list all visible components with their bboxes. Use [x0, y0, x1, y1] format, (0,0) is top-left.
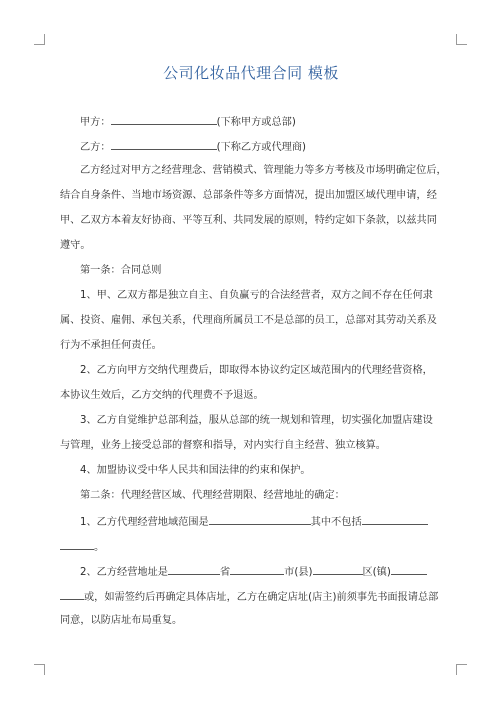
party-b-label: 乙方： [80, 142, 111, 153]
intro-line: 甲、乙双方本着友好协商、平等互利、共同发展的原则，特约定如下条款，以兹共同 [60, 215, 437, 226]
address-blank[interactable] [391, 564, 427, 575]
article2-p1-exclude: 其中不包括 [310, 517, 362, 528]
address-blank-cont[interactable] [60, 589, 84, 600]
party-b-note: (下称乙方或代理商) [216, 142, 307, 153]
corner-mark-bottom-right [456, 664, 467, 675]
intro-line: 结合自身条件、当地市场资源、总部条件等多方面情况，提出加盟区域代理申请，经 [60, 190, 437, 201]
party-a-line [60, 114, 462, 130]
article1-p2-line: 本协议生效后，乙方交纳的代理费不予退返。 [60, 390, 264, 401]
corner-mark-top-left [34, 34, 45, 45]
party-b-line [60, 139, 462, 155]
excluded-region-blank-cont[interactable] [60, 539, 94, 550]
article2-p1-text: 1、乙方代理经营地域范围是 [80, 517, 209, 528]
document-title: 公司化妆品代理合同 模板 [163, 64, 339, 82]
article2-p1-end: 。 [94, 542, 105, 553]
region-blank[interactable] [209, 514, 311, 525]
excluded-region-blank[interactable] [362, 514, 428, 525]
district-label: 区(镇) [362, 567, 391, 578]
article2-p2-text: 2、乙方经营地址是 [80, 567, 168, 578]
article1-p3-line: 3、乙方自觉维护总部利益，服从总部的统一规划和管理，切实强化加盟店建设 [80, 415, 433, 426]
district-blank[interactable] [313, 564, 363, 575]
city-label: 市(县) [284, 567, 313, 578]
article1-p3-line: 与管理，业务上接受总部的督察和指导，对内实行自主经营、独立核算。 [60, 440, 386, 451]
party-a-note: (下称甲方或总部) [216, 117, 296, 128]
party-b-blank[interactable] [111, 139, 217, 150]
article2-p2-line [60, 564, 462, 580]
article2-p1-line2 [60, 539, 442, 555]
article1-heading: 第一条：合同总则 [80, 265, 162, 276]
party-a-label: 甲方： [80, 117, 111, 128]
corner-mark-top-right [456, 34, 467, 45]
article1-p1-line: 行为不承担任何责任。 [60, 340, 162, 351]
article1-p1-line: 属、投资、雇佣、承包关系，代理商所属员工不是总部的员工，总部对其劳动关系及 [60, 315, 437, 326]
article2-p2-line2 [60, 589, 442, 605]
province-label: 省 [219, 567, 231, 578]
corner-mark-bottom-left [34, 664, 45, 675]
province-blank[interactable] [168, 564, 220, 575]
article2-p1-line [60, 514, 462, 530]
city-blank[interactable] [230, 564, 284, 575]
article2-p2-text2: 或，如需签约后再确定具体店址，乙方在确定店址(店主)前须事先书面报请总部 [84, 592, 439, 603]
article1-p4: 4、加盟协议受中华人民共和国法律的约束和保护。 [80, 465, 311, 476]
article1-p2-line: 2、乙方向甲方交纳代理费后，即取得本协议约定区域范围内的代理经营资格， [80, 365, 433, 376]
party-a-blank[interactable] [111, 114, 217, 125]
intro-line: 遵守。 [60, 240, 91, 251]
article2-p2-line3: 同意，以防店址布局重复。 [60, 615, 183, 626]
article2-heading: 第二条：代理经营区域、代理经营期限、经营地址的确定： [80, 490, 345, 501]
intro-line: 乙方经过对甲方之经营理念、营销模式、管理能力等多方考核及市场明确定位后， [80, 165, 447, 176]
article1-p1-line: 1、甲、乙双方都是独立自主、自负赢亏的合法经营者，双方之间不存在任何隶 [80, 290, 433, 301]
